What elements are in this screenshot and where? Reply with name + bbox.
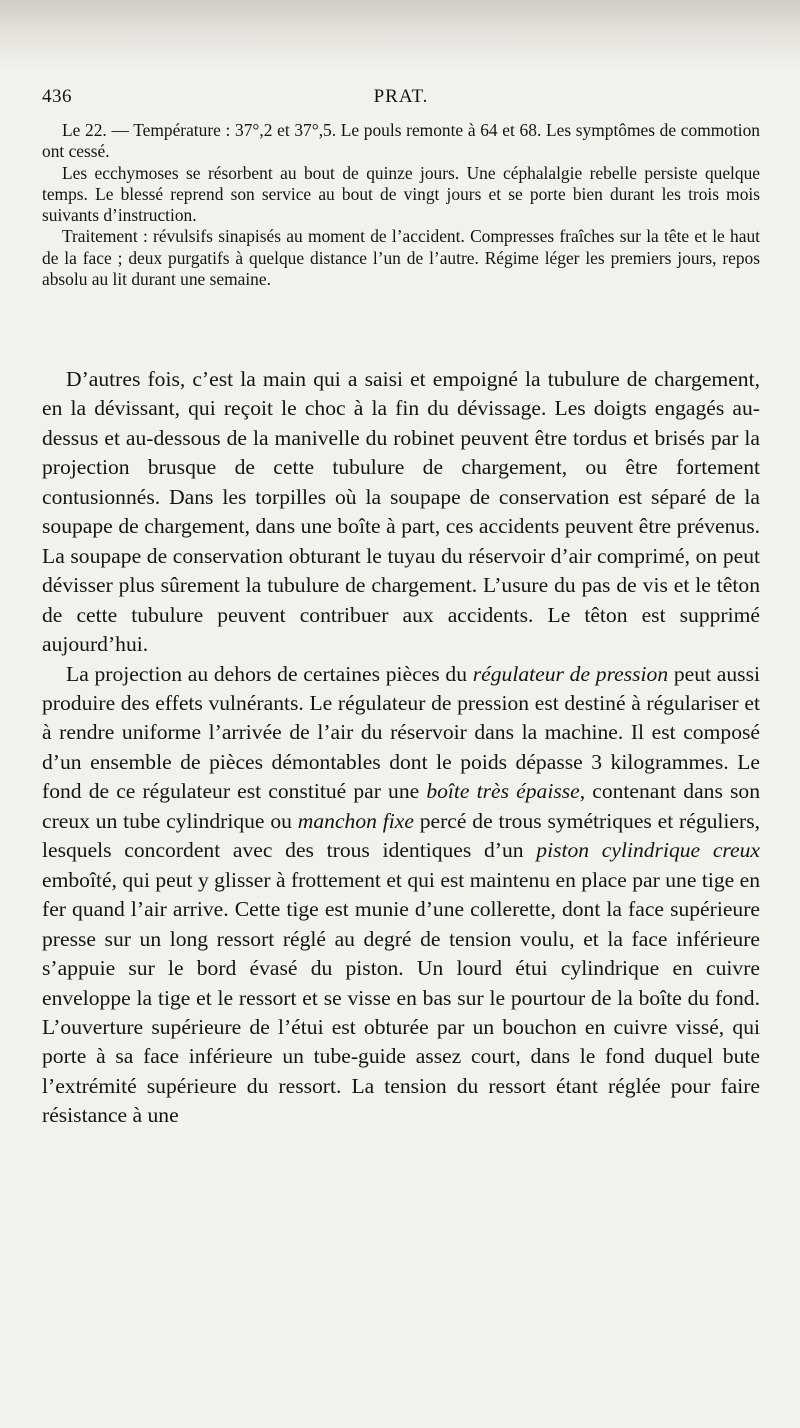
text-run: percé de trous symétriques et réguliers, lesquels concordent avec des trous identiques d’un	[42, 808, 760, 863]
text-run: La projection au dehors de certaines pièces du	[66, 661, 473, 686]
note-paragraph: Le 22. — Température : 37°,2 et 37°,5. Le pouls remonte à 64 et 68. Les symptômes de commotion ont cessé.	[42, 120, 760, 162]
page-number: 436	[42, 86, 72, 107]
italic-term: boîte très épaisse	[426, 779, 580, 804]
italic-term: manchon fixe	[297, 808, 414, 833]
italic-term: piston cylindrique creux	[536, 838, 760, 863]
text-run: , contenant dans son creux un tube cylindrique ou	[42, 779, 760, 833]
note-paragraph: Les ecchymoses se résorbent au bout de quinze jours. Une céphalalgie rebelle persiste quelque temps. Le blessé reprend son service au bout de vingt jours et se porte bien durant les trois mois suivants d’instruction.	[42, 162, 760, 226]
text-run: emboîté, qui peut y glisser à frottement et qui est maintenu en place par une tige en fer quand l’air arrive. Cette tige est munie d’une collerette, dont la face supérieure presse sur un long ressort réglé au degré de tension voulu, et la face inférieure s’appuie sur le bord évasé du piston. Un lourd étui cylindrique en cuivre enveloppe la tige et le ressort et se visse en bas sur le pourtour de la boîte du fond. L’ouverture supérieure de l’étui est obturée par un bouchon en cuivre vissé, qui porte à sa face inférieure un tube-guide assez court, dans le fond duquel bute l’extrémité supérieure du ressort. La tension du ressort étant réglée pour faire résistance à une	[42, 867, 760, 1128]
case-notes	[42, 120, 760, 290]
italic-term: régulateur de pression	[472, 661, 669, 686]
body-paragraph: D’autres fois, c’est la main qui a saisi et empoigné la tubulure de chargement, en la dévissant, qui reçoit le choc à la fin du dévissage. Les doigts engagés au-dessus et au-dessous de la manivelle du robinet peuvent être tordus et brisés par la projection brusque de cette tubulure de chargement, ou être fortement contusionnés. Dans les torpilles où la soupape de conservation est séparé de la soupape de chargement, dans une boîte à part, ces accidents peuvent être prévenus. La soupape de conservation obturant le tuyau du réservoir d’air comprimé, on peut dévisser plus sûrement la tubulure de chargement. L’usure du pas de vis et le têton de cette tubulure peuvent contribuer aux accidents. Le têton est supprimé aujourd’hui.	[42, 367, 760, 657]
page-edge-shading	[0, 0, 800, 70]
running-title: PRAT.	[373, 86, 429, 107]
main-text	[42, 365, 760, 1131]
text-run: peut aussi produire des effets vulnérants. Le régulateur de pression est destiné à régulariser et à rendre uniforme l’arrivée de l’air du réservoir dans la machine. Il est composé d’un ensemble de pièces démontables dont le poids dépasse 3 kilogrammes. Le fond de ce régulateur est constitué par une	[42, 661, 760, 804]
body-paragraph	[42, 660, 760, 1131]
note-paragraph: Traitement : révulsifs sinapisés au moment de l’accident. Compresses fraîches sur la tête et le haut de la face ; deux purgatifs à quelque distance l’un de l’autre. Régime léger les premiers jours, repos absolu au lit durant une semaine.	[42, 226, 760, 290]
running-head	[42, 86, 760, 116]
